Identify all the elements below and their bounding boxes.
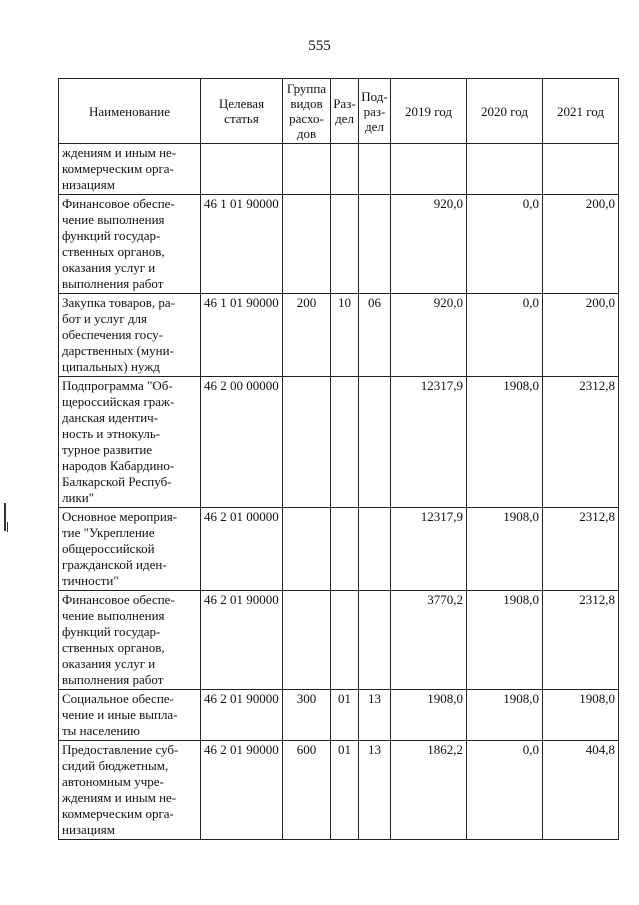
cell-year-2019: 12317,9 [391,377,467,508]
cell-year-2020: 0,0 [467,195,543,294]
cell-year-2020: 0,0 [467,741,543,840]
cell-subsection [359,591,391,690]
cell-year-2020: 1908,0 [467,690,543,741]
cell-subsection: 13 [359,741,391,840]
cell-target-article: 46 2 00 00000 [201,377,283,508]
header-subsection: Под- раз- дел [359,79,391,144]
cell-name: Финансовое обеспе- чение выполнения функций государ- ственных органов, оказания услуг и выполнения работ [59,591,201,690]
budget-table [58,78,619,840]
page-number: 555 [308,38,331,54]
header-year-2021: 2021 год [543,79,619,144]
cell-name: Предоставление суб- сидий бюджетным, автономным учре- ждениям и иным не- коммерческим орга- низациям [59,741,201,840]
cell-year-2019: 1908,0 [391,690,467,741]
cell-expense-group: 600 [283,741,331,840]
header-expense-group: Группа видов расхо- дов [283,79,331,144]
cell-section: 10 [331,294,359,377]
cell-section [331,591,359,690]
cell-expense-group: 300 [283,690,331,741]
cell-name: Основное мероприя- тие "Укрепление общероссийской гражданской иден- тичности" [59,508,201,591]
header-name: Наименование [59,79,201,144]
cell-year-2021: 1908,0 [543,690,619,741]
cell-expense-group: 200 [283,294,331,377]
cell-expense-group [283,508,331,591]
cell-target-article: 46 2 01 90000 [201,591,283,690]
table-row [59,144,619,195]
cell-target-article [201,144,283,195]
cell-section [331,144,359,195]
cell-section [331,377,359,508]
cell-year-2019: 920,0 [391,294,467,377]
cell-subsection: 13 [359,690,391,741]
header-year-2020: 2020 год [467,79,543,144]
cell-year-2020 [467,144,543,195]
cell-year-2021: 404,8 [543,741,619,840]
cell-section [331,508,359,591]
cell-name: Закупка товаров, ра- бот и услуг для обеспечения госу- дарственных (муни- ципальных) нужд [59,294,201,377]
table-header-row [59,79,619,144]
cell-year-2021: 2312,8 [543,377,619,508]
cell-subsection [359,144,391,195]
cell-year-2021: 200,0 [543,195,619,294]
table-row [59,690,619,741]
cell-subsection [359,195,391,294]
table-row [59,377,619,508]
cell-subsection: 06 [359,294,391,377]
cell-expense-group [283,144,331,195]
header-section: Раз- дел [331,79,359,144]
margin-mark [4,503,6,531]
cell-target-article: 46 1 01 90000 [201,294,283,377]
cell-year-2021: 2312,8 [543,508,619,591]
table-body [59,144,619,840]
cell-year-2020: 1908,0 [467,591,543,690]
cell-target-article: 46 2 01 00000 [201,508,283,591]
table-row [59,741,619,840]
cell-year-2021: 200,0 [543,294,619,377]
cell-expense-group [283,591,331,690]
cell-year-2019: 12317,9 [391,508,467,591]
cell-section: 01 [331,741,359,840]
cell-year-2021: 2312,8 [543,591,619,690]
table-row [59,294,619,377]
cell-year-2019: 1862,2 [391,741,467,840]
cell-year-2020: 1908,0 [467,508,543,591]
cell-year-2019 [391,144,467,195]
table-row [59,195,619,294]
cell-name: Подпрограмма "Об- щероссийская граж- данская идентич- ность и этнокуль- турное развитие народов Кабардино- Балкарской Респуб- лики" [59,377,201,508]
header-target-article: Целевая статья [201,79,283,144]
cell-subsection [359,377,391,508]
cell-subsection [359,508,391,591]
cell-section [331,195,359,294]
cell-target-article: 46 2 01 90000 [201,741,283,840]
cell-year-2020: 1908,0 [467,377,543,508]
cell-expense-group [283,377,331,508]
cell-name: Социальное обеспе- чение и иные выпла- ты населению [59,690,201,741]
cell-year-2019: 3770,2 [391,591,467,690]
cell-expense-group [283,195,331,294]
table-row [59,591,619,690]
margin-mark [7,522,8,532]
cell-target-article: 46 1 01 90000 [201,195,283,294]
header-year-2019: 2019 год [391,79,467,144]
table-row [59,508,619,591]
cell-name: ждениям и иным не- коммерческим орга- низациям [59,144,201,195]
cell-year-2021 [543,144,619,195]
cell-target-article: 46 2 01 90000 [201,690,283,741]
cell-year-2019: 920,0 [391,195,467,294]
cell-year-2020: 0,0 [467,294,543,377]
cell-section: 01 [331,690,359,741]
cell-name: Финансовое обеспе- чение выполнения функций государ- ственных органов, оказания услуг и выполнения работ [59,195,201,294]
